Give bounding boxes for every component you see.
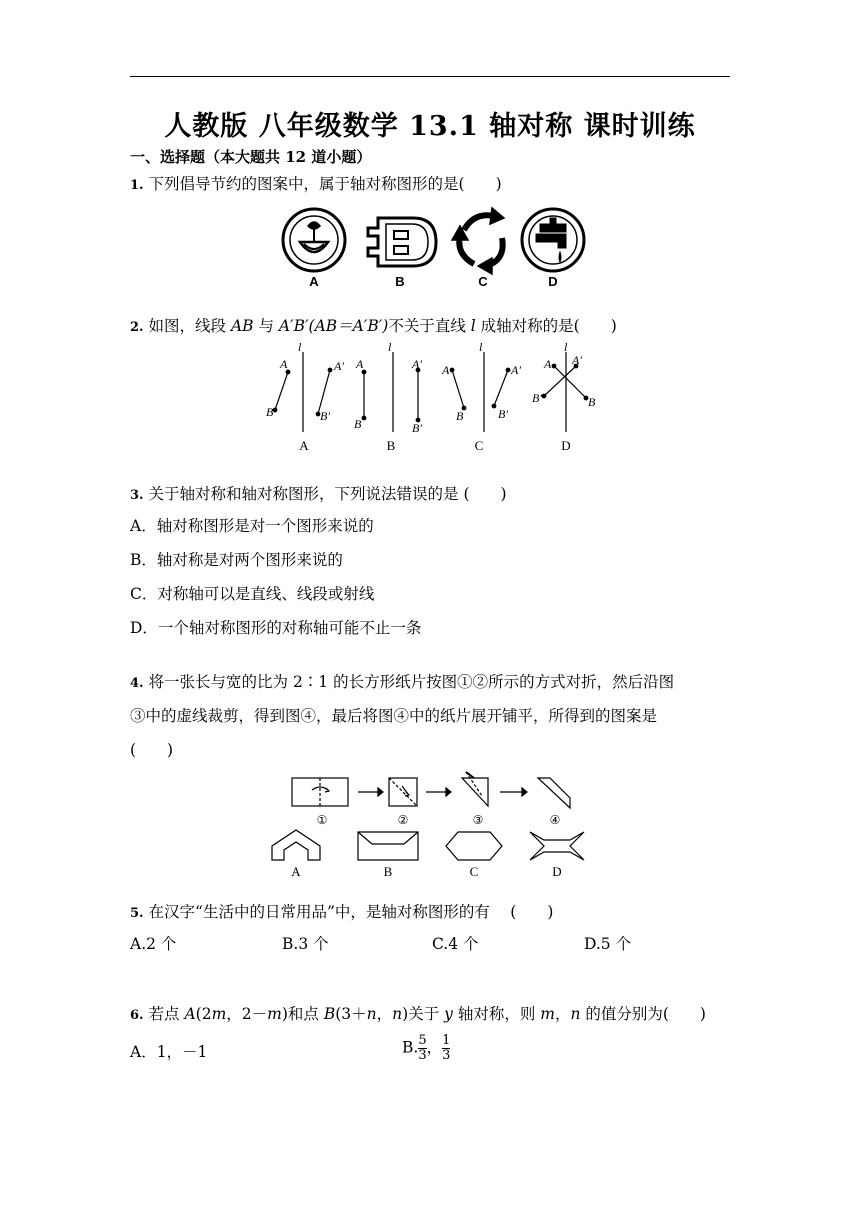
q4-option-d: D xyxy=(552,864,562,879)
question-number: 4. xyxy=(130,676,144,691)
q6-option-b xyxy=(402,1034,450,1063)
var-y: y xyxy=(444,1005,453,1023)
step-label-4: ④ xyxy=(549,813,561,827)
q6-text: 若点 xyxy=(148,1005,185,1023)
header-rule xyxy=(130,76,730,77)
q4-shape-c xyxy=(446,832,502,860)
q2-text-mid2: 不关于直线 xyxy=(388,317,471,335)
q6-text: (3＋ xyxy=(335,1005,367,1023)
label-b: B xyxy=(588,395,596,409)
q2-option-b: B xyxy=(386,438,396,453)
q2-text-mid1: 与 xyxy=(253,317,279,335)
label-a: A xyxy=(442,363,450,377)
q2-line-l: l xyxy=(470,317,476,335)
q2-diagram-a xyxy=(266,340,344,432)
question-4-line1 xyxy=(130,670,674,692)
q6-text: (2 xyxy=(195,1005,212,1023)
question-number: 6. xyxy=(130,1008,144,1023)
label-l: l xyxy=(298,340,302,354)
q2-text-prefix: 如图，线段 xyxy=(148,317,231,335)
section-heading: 一、选择题（本大题共 12 道小题） xyxy=(130,148,372,166)
step-label-2: ② xyxy=(397,813,409,827)
label-b: B xyxy=(354,417,362,431)
pattern-d-icon xyxy=(522,209,584,271)
pattern-b-icon xyxy=(368,218,436,266)
q4-shape-a xyxy=(272,830,320,860)
question-text: 下列倡导节约的图案中，属于轴对称图形的是( ) xyxy=(148,175,502,193)
label-a: A xyxy=(280,357,288,371)
label-a: A xyxy=(356,357,364,371)
label-b-prime: B′ xyxy=(412,421,422,435)
question-number: 3. xyxy=(130,488,144,503)
q3-option-a: A．轴对称图形是对一个图形来说的 xyxy=(130,517,374,535)
q2-option-c: C xyxy=(474,438,484,453)
point-a: A xyxy=(184,1005,196,1023)
question-3 xyxy=(130,482,507,504)
label-b-prime: B′ xyxy=(498,407,508,421)
q6-text: )关于 xyxy=(402,1005,445,1023)
step-label-1: ① xyxy=(316,813,328,827)
q6-text: 的值分别为( ) xyxy=(580,1005,706,1023)
q4-shape-b xyxy=(358,832,418,860)
q3-option-b: B．轴对称是对两个图形来说的 xyxy=(130,551,343,569)
q2-diagram-b xyxy=(354,340,422,435)
label-a: A xyxy=(544,357,552,371)
label-l: l xyxy=(564,340,568,354)
var-n: n xyxy=(570,1005,581,1023)
var-n: n xyxy=(392,1005,403,1023)
q4-option-a: A xyxy=(291,864,301,879)
label-a-prime: A′ xyxy=(572,353,582,367)
q4-shape-d xyxy=(530,832,584,860)
question-number: 5. xyxy=(130,906,144,921)
q6-text: ，2－ xyxy=(226,1005,268,1023)
denominator: 3 xyxy=(442,1048,451,1063)
label-b: B xyxy=(266,405,274,419)
question-text: 在汉字“生活中的日常用品”中，是轴对称图形的有 ( ) xyxy=(148,903,554,921)
var-m: m xyxy=(540,1005,555,1023)
q6-text: ， xyxy=(376,1005,393,1023)
pattern-label-c: C xyxy=(478,274,488,289)
q6-option-a: A．1，－1 xyxy=(130,1043,208,1061)
q6-option-b-prefix: B. xyxy=(402,1038,419,1057)
q6-text: 轴对称，则 xyxy=(452,1005,541,1023)
question-4-line3: ( ) xyxy=(130,741,174,759)
q2-text-suffix: 成轴对称的是( ) xyxy=(475,317,617,335)
label-l: l xyxy=(388,340,392,354)
q2-segment-a2b2: A′B′ xyxy=(278,317,309,335)
q5-option-b: B.3 个 xyxy=(282,935,329,953)
step-label-3: ③ xyxy=(472,813,484,827)
fold-step-4 xyxy=(538,778,570,808)
q5-option-d: D.5 个 xyxy=(584,935,632,953)
q2-figure xyxy=(258,340,608,458)
fraction xyxy=(442,1034,450,1063)
question-2 xyxy=(130,314,617,336)
separator: ， xyxy=(426,1038,443,1057)
var-n: n xyxy=(366,1005,377,1023)
q6-text: ， xyxy=(554,1005,571,1023)
question-6 xyxy=(130,1002,706,1024)
q3-option-c: C．对称轴可以是直线、线段或射线 xyxy=(130,585,375,603)
label-a-prime: A′ xyxy=(511,363,521,377)
fraction xyxy=(418,1034,426,1063)
var-m: m xyxy=(211,1005,227,1023)
pattern-a-icon xyxy=(283,209,345,271)
question-4-line2: ③中的虚线裁剪，得到图④，最后将图④中的纸片展开铺平，所得到的图案是 xyxy=(130,707,658,725)
denominator: 3 xyxy=(418,1048,427,1063)
label-a-prime: A′ xyxy=(334,359,344,373)
q1-figure xyxy=(278,204,588,290)
q3-option-d: D．一个轴对称图形的对称轴可能不止一条 xyxy=(130,619,422,637)
pattern-label-a: A xyxy=(309,274,319,289)
point-b: B xyxy=(323,1005,336,1023)
label-b: B xyxy=(456,409,464,423)
fold-step-1 xyxy=(292,778,348,806)
numerator: 1 xyxy=(442,1033,451,1048)
question-5 xyxy=(130,900,553,922)
question-1 xyxy=(130,172,502,194)
q2-diagram-d xyxy=(532,340,596,432)
q5-option-c: C.4 个 xyxy=(432,935,479,953)
numerator: 5 xyxy=(418,1033,427,1048)
pattern-label-b: B xyxy=(395,274,405,289)
q2-segment-ab: AB xyxy=(230,317,254,335)
q4-figure xyxy=(268,768,598,882)
q6-text: )和点 xyxy=(281,1005,324,1023)
pattern-c-icon xyxy=(452,208,504,274)
page-title: 人教版 八年级数学 13.1 轴对称 课时训练 xyxy=(164,111,696,142)
q2-option-d: D xyxy=(561,438,571,453)
question-number: 2. xyxy=(130,320,144,335)
label-b-prime: B′ xyxy=(532,391,542,405)
q2-diagram-c xyxy=(441,340,521,432)
label-l: l xyxy=(479,340,483,354)
q2-option-a: A xyxy=(299,438,309,453)
question-text: 将一张长与宽的比为 2∶1 的长方形纸片按图①②所示的方式对折，然后沿图 xyxy=(148,673,675,691)
label-a-prime: A′ xyxy=(412,357,422,371)
question-text: 关于轴对称和轴对称图形，下列说法错误的是 ( ) xyxy=(148,485,507,503)
fold-step-3 xyxy=(462,778,488,806)
q4-option-c: C xyxy=(469,864,479,879)
pattern-label-d: D xyxy=(548,274,558,289)
question-number: 1. xyxy=(130,178,144,193)
q2-condition: (AB＝A′B′) xyxy=(308,317,389,335)
q4-option-b: B xyxy=(383,864,393,879)
label-b-prime: B′ xyxy=(320,409,330,423)
var-m: m xyxy=(267,1005,282,1023)
q5-option-a: A.2 个 xyxy=(130,935,177,953)
